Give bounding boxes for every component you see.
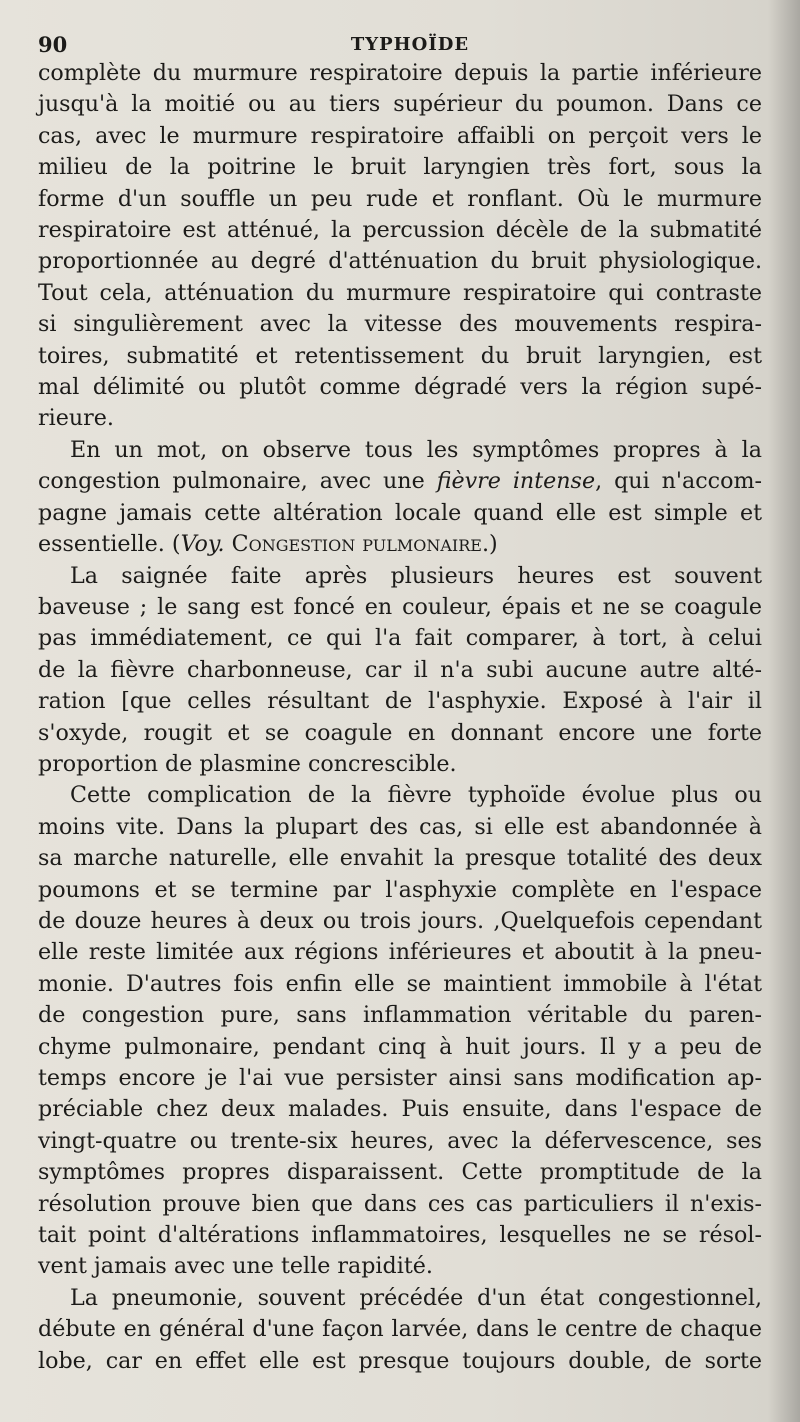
- paragraph: [38, 561, 762, 781]
- text-line: moins vite. Dans la plupart des cas, si elle est abandonnée à: [38, 813, 762, 840]
- text-line: La pneumonie, souvent précédée d'un état congestionnel,: [70, 1284, 762, 1311]
- page-number: 90: [38, 32, 68, 57]
- text-line: de douze heures à deux ou trois jours. ,Quelquefois cependant: [38, 907, 762, 934]
- text-line: proportionnée au degré d'atténuation du bruit physiologique.: [38, 248, 762, 275]
- text-line: résolution prouve bien que dans ces cas particuliers il n'exis-: [38, 1190, 762, 1217]
- text-line: si singulièrement avec la vitesse des mouvements respira-: [38, 311, 762, 338]
- text-line: ration [que celles résultant de l'asphyxie. Exposé à l'air il: [38, 688, 762, 715]
- text-line: La saignée faite après plusieurs heures est souvent: [70, 562, 762, 589]
- text-line: milieu de la poitrine le bruit laryngien très fort, sous la: [38, 154, 762, 181]
- text-line: préciable chez deux malades. Puis ensuite, dans l'espace de: [38, 1096, 762, 1123]
- text-line: sa marche naturelle, elle envahit la presque totalité des deux: [38, 845, 762, 872]
- text-line: pas immédiatement, ce qui l'a fait comparer, à tort, à celui: [38, 625, 762, 652]
- text-line: respiratoire est atténué, la percussion décèle de la submatité: [38, 217, 762, 244]
- text-line: chyme pulmonaire, pendant cinq à huit jours. Il y a peu de: [38, 1033, 762, 1060]
- text-line: elle reste limitée aux régions inférieures et aboutit à la pneu-: [38, 939, 762, 966]
- text-line: cas, avec le murmure respiratoire affaibli on perçoit vers le: [38, 122, 762, 149]
- small-caps-text: Congestion pulmonaire.: [231, 531, 490, 558]
- italic-text: fièvre intense: [436, 468, 596, 495]
- text-line: débute en général d'une façon larvée, dans le centre de chaque: [38, 1316, 762, 1343]
- text-line: de la fièvre charbonneuse, car il n'a subi aucune autre alté-: [38, 656, 762, 683]
- text-line: tait point d'altérations inflammatoires, lesquelles ne se résol-: [38, 1222, 762, 1249]
- text-line: vingt-quatre ou trente-six heures, avec la défervescence, ses: [38, 1127, 762, 1154]
- text-line: toires, submatité et retentissement du bruit laryngien, est: [38, 342, 762, 369]
- text-line: essentielle. (Voy. Congestion pulmonaire.): [38, 531, 498, 558]
- text-line: pagne jamais cette altération locale quand elle est simple et: [38, 499, 762, 526]
- text-line: forme d'un souffle un peu rude et ronflant. Où le murmure: [38, 185, 762, 212]
- text-line: temps encore je l'ai vue persister ainsi sans modification ap-: [38, 1065, 762, 1091]
- text-line: poumons et se termine par l'asphyxie complète en l'espace: [38, 876, 762, 903]
- text-line: de congestion pure, sans inflammation véritable du paren-: [38, 1002, 762, 1029]
- text-line: jusqu'à la moitié ou au tiers supérieur du poumon. Dans ce: [38, 91, 762, 118]
- text-line: En un mot, on observe tous les symptômes propres à la: [70, 436, 762, 463]
- text-line: complète du murmure respiratoire depuis la partie inférieure: [38, 60, 762, 86]
- text-line: monie. D'autres fois enfin elle se maintient immobile à l'état: [38, 970, 762, 997]
- text-line: s'oxyde, rougit et se coagule en donnant encore une forte: [38, 719, 762, 746]
- text-line: vent jamais avec une telle rapidité.: [38, 1253, 433, 1280]
- text-line: baveuse ; le sang est foncé en couleur, épais et ne se coagule: [38, 593, 762, 620]
- text-line: rieure.: [38, 405, 114, 432]
- text-line: symptômes propres disparaissent. Cette promptitude de la: [38, 1159, 762, 1186]
- italic-text: Voy.: [180, 531, 225, 558]
- running-title: TYPHOÏDE: [350, 34, 470, 55]
- text-line: lobe, car en effet elle est presque toujours double, de sorte: [38, 1347, 762, 1374]
- text-line: proportion de plasmine concrescible.: [38, 750, 457, 777]
- text-line: congestion pulmonaire, avec une fièvre intense, qui n'accom-: [38, 468, 762, 495]
- text-line: mal délimité ou plutôt comme dégradé vers la région supé-: [38, 374, 762, 401]
- paragraph: [38, 780, 762, 1283]
- paragraph: [38, 58, 762, 435]
- page-header: [38, 30, 762, 58]
- text-line: Tout cela, atténuation du murmure respiratoire qui contraste: [38, 279, 762, 306]
- body-text: [38, 58, 762, 1377]
- paragraph: [38, 1283, 762, 1377]
- paragraph: [38, 435, 762, 561]
- text-line: Cette complication de la fièvre typhoïde évolue plus ou: [70, 782, 762, 809]
